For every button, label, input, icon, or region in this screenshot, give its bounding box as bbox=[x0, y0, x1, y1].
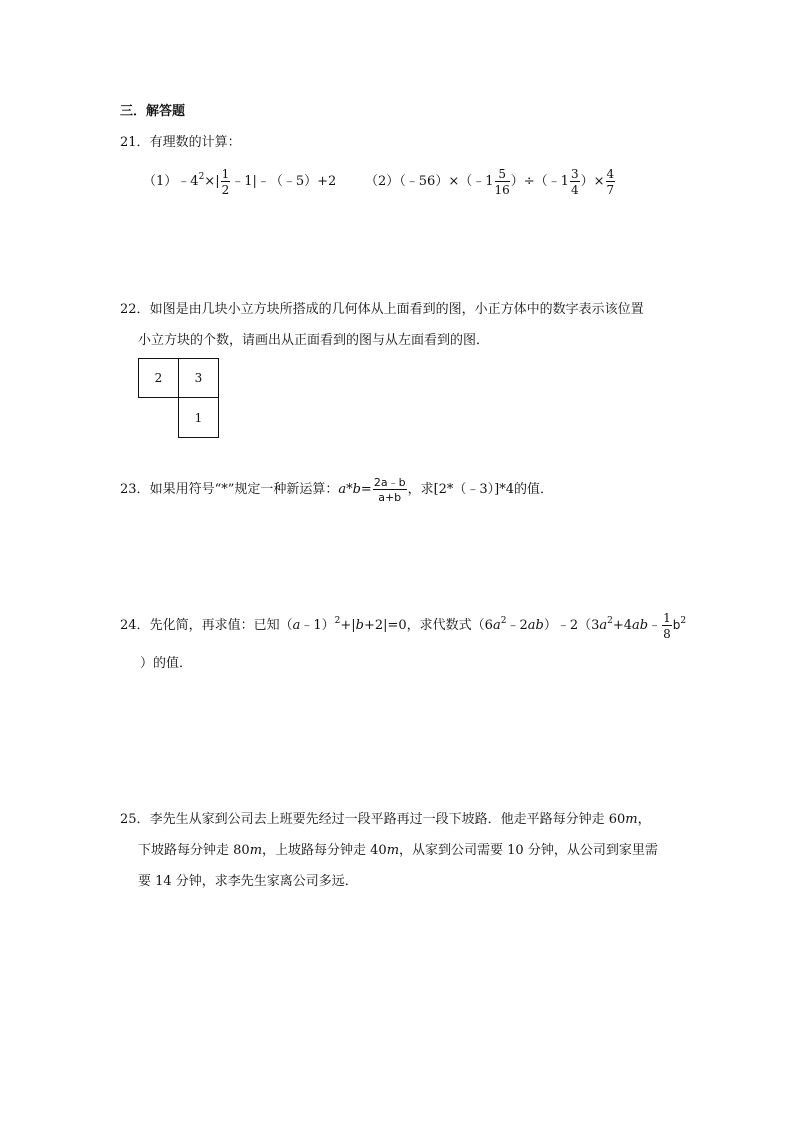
question-text: 先化简，再求值：已知（ bbox=[149, 618, 293, 633]
fraction: $\frac{5}{16}$ bbox=[494, 166, 510, 197]
grid-cell: 3 bbox=[178, 358, 219, 398]
question-22-line-1: 22．如图是由几块小立方块所搭成的几何体从上面看到的图，小正方体中的数字表示该位置 bbox=[120, 302, 644, 317]
expr-text: +2|=0，求代数式（6 bbox=[363, 618, 493, 633]
question-22-line-2 bbox=[138, 332, 489, 350]
expr-text: +4 bbox=[612, 618, 633, 633]
question-number: 24 bbox=[120, 618, 137, 633]
question-23: 23．如果用符号“*”规定一种新运算：a*b= $\frac{2a﹣b}{a+b}$ ，求[2*（﹣3）]*4的值． bbox=[120, 475, 554, 504]
exponent: 2 bbox=[500, 616, 507, 626]
question-text: ，求[2*（﹣3）]*4的值． bbox=[407, 482, 554, 497]
question-text: ，上坡路每分钟走 40 bbox=[262, 843, 387, 858]
question-number: 23 bbox=[120, 482, 137, 497]
expr-text: ×| bbox=[204, 174, 220, 189]
operation-expr: a*b= bbox=[338, 482, 372, 497]
question-text: ）的值． bbox=[140, 656, 193, 671]
question-text: ， bbox=[637, 812, 651, 827]
question-25-line-3 bbox=[138, 873, 358, 891]
variable: a bbox=[599, 618, 608, 633]
part-label: （2） bbox=[365, 174, 400, 189]
grid-cell: 1 bbox=[178, 397, 219, 438]
expr-text: ﹣2 bbox=[506, 618, 528, 633]
fraction: $\frac{1}{8}$ bbox=[663, 610, 671, 641]
unit: m bbox=[386, 843, 400, 858]
exponent: 2 bbox=[334, 616, 341, 626]
fraction: $\frac{4}{7}$ bbox=[606, 166, 615, 197]
question-text: 李先生从家到公司去上班要先经过一段平路再过一段下坡路．他走平路每分钟走 60 bbox=[149, 812, 626, 827]
expr-text: ）÷（﹣1 bbox=[510, 174, 569, 189]
expr-text: ﹣4 bbox=[177, 174, 199, 189]
expr-text: ）﹣2（3 bbox=[543, 618, 600, 633]
question-25-line-1: 25．李先生从家到公司去上班要先经过一段平路再过一段下坡路．他走平路每分钟走 60m， bbox=[120, 812, 651, 827]
expr-text: （﹣56）×（﹣1 bbox=[399, 174, 494, 189]
unit: m bbox=[249, 843, 263, 858]
fraction: $\frac{3}{4}$ bbox=[570, 166, 579, 197]
question-text: 如果用符号“*”规定一种新运算： bbox=[149, 482, 339, 497]
part-label: （1） bbox=[143, 174, 178, 189]
section-title: 三．解答题 bbox=[120, 104, 186, 119]
question-text: ，从家到公司需要 10 分钟，从公司到家里需 bbox=[399, 843, 658, 858]
unit: m bbox=[625, 812, 638, 827]
question-number: 21 bbox=[120, 135, 137, 150]
expr-text: ﹣ bbox=[648, 618, 662, 633]
question-text: 有理数的计算： bbox=[149, 135, 241, 150]
expr-text: ﹣1|﹣（﹣5）+2 bbox=[231, 174, 337, 189]
question-21-part-1 bbox=[143, 164, 336, 200]
grid-cell: 2 bbox=[138, 358, 179, 398]
exponent: 2 bbox=[198, 172, 205, 182]
variable: a bbox=[292, 618, 301, 633]
expr-text: +| bbox=[340, 618, 356, 633]
fraction: $\frac{2a﹣b}{a+b}$ bbox=[373, 475, 406, 504]
question-number: 25 bbox=[120, 812, 137, 827]
question-25-line-2 bbox=[138, 842, 658, 860]
expr-text: ）× bbox=[580, 174, 605, 189]
fraction: $\frac{1}{2}$ bbox=[221, 166, 230, 197]
question-text: 下坡路每分钟走 80 bbox=[138, 843, 250, 858]
question-text: 要 14 分钟，求李先生家离公司多远． bbox=[138, 874, 358, 889]
variable: b bbox=[355, 618, 364, 633]
question-21-part-2 bbox=[365, 164, 616, 200]
question-24-line-1: 24．先化简，再求值：已知（a﹣1）$^2$+|b+2|=0，求代数式$(6a^2﹣2ab)﹣2(3a^2+4ab﹣$ $\frac{1}{8}$ $b^2$ bbox=[120, 610, 687, 641]
variable: ab bbox=[527, 618, 544, 633]
expr-text: b bbox=[672, 618, 681, 632]
question-number: 22 bbox=[120, 302, 137, 317]
exponent: 2 bbox=[607, 616, 613, 626]
exponent: 2 bbox=[680, 616, 687, 626]
question-text: 如图是由几块小立方块所搭成的几何体从上面看到的图，小正方体中的数字表示该位置 bbox=[149, 302, 644, 317]
variable: ab bbox=[632, 618, 649, 633]
variable: a bbox=[492, 618, 501, 633]
question-24-line-2 bbox=[140, 655, 192, 673]
question-21-stem: 21．有理数的计算： bbox=[120, 135, 241, 150]
question-text: 小立方块的个数，请画出从正面看到的图与从左面看到的图． bbox=[138, 333, 490, 348]
expr-text: ﹣1） bbox=[300, 618, 335, 633]
